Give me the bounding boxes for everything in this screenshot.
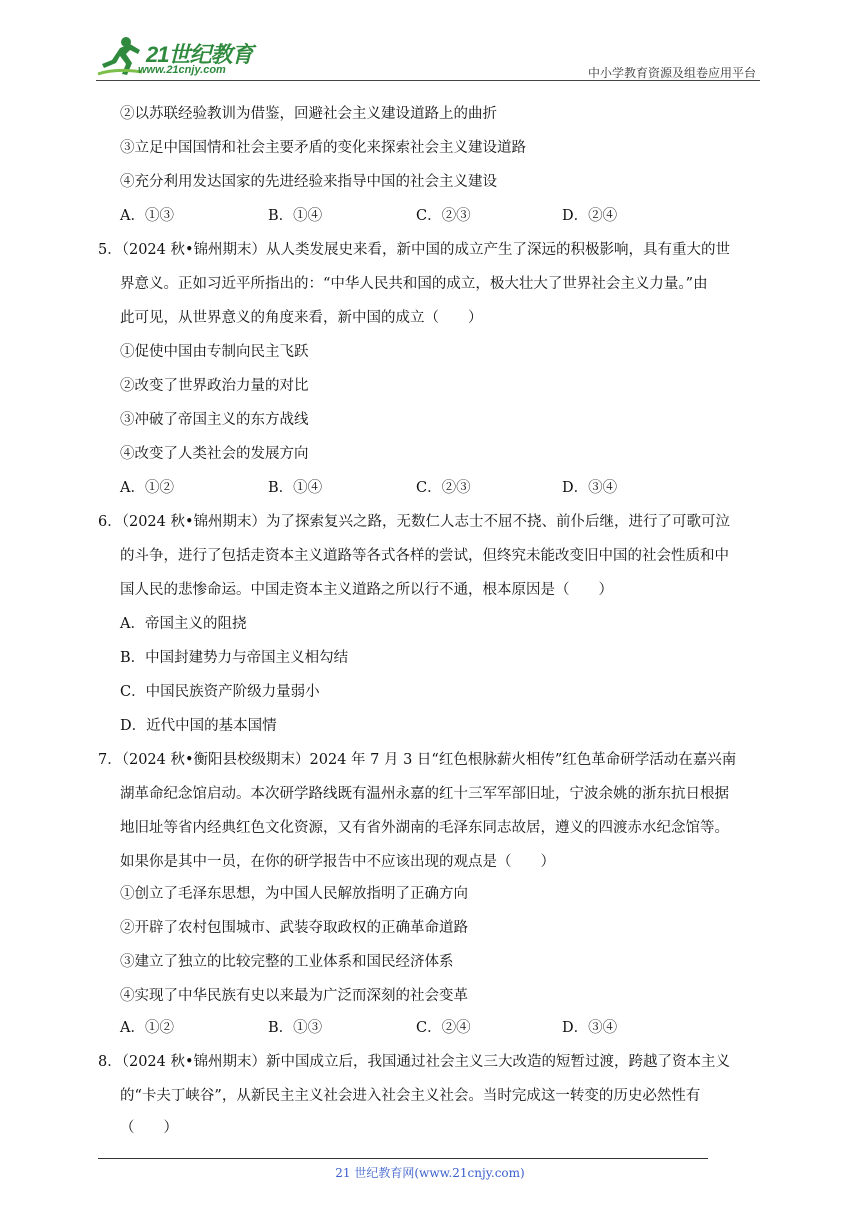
q5-statement: ④改变了人类社会的发展方向 bbox=[120, 446, 309, 462]
logo-url: www.21cnjy.com bbox=[138, 64, 226, 76]
q7-option-c: C．②④ bbox=[416, 1020, 471, 1036]
footer-divider bbox=[98, 1158, 708, 1159]
q4-option-c: C．②③ bbox=[416, 208, 471, 224]
q6-stem: 6．（2024 秋•锦州期末）为了探索复兴之路，无数仁人志士不屈不挠、前仆后继，进行了可歌可泣 bbox=[98, 514, 731, 530]
q5-option-c: C．②③ bbox=[416, 480, 471, 496]
q4-statement: ④充分利用发达国家的先进经验来指导中国的社会主义建设 bbox=[120, 174, 497, 190]
q4-option-b: B．①④ bbox=[268, 208, 323, 224]
q7-statement: ①创立了毛泽东思想，为中国人民解放指明了正确方向 bbox=[120, 886, 468, 902]
site-logo bbox=[96, 34, 266, 80]
q4-statement: ③立足中国国情和社会主要矛盾的变化来探索社会主义建设道路 bbox=[120, 140, 526, 156]
q5-option-b: B．①④ bbox=[268, 480, 323, 496]
q4-statement: ②以苏联经验教训为借鉴，回避社会主义建设道路上的曲折 bbox=[120, 106, 497, 122]
logo-text: 21世纪教育 bbox=[146, 42, 253, 67]
page-header bbox=[96, 34, 760, 84]
q5-option-a: A．①② bbox=[120, 480, 174, 496]
q5-statement: ②改变了世界政治力量的对比 bbox=[120, 378, 309, 394]
q7-stem: 地旧址等省内经典红色文化资源，又有省外湖南的毛泽东同志故居，遵义的四渡赤水纪念馆等。 bbox=[120, 820, 729, 836]
q6-choice-c: C．中国民族资产阶级力量弱小 bbox=[120, 684, 320, 700]
q4-option-a: A．①③ bbox=[120, 208, 174, 224]
q7-stem: 湖革命纪念馆启动。本次研学路线既有温州永嘉的红十三军军部旧址，宁波余姚的浙东抗日根据 bbox=[120, 786, 729, 802]
q5-stem: 5．（2024 秋•锦州期末）从人类发展史来看，新中国的成立产生了深远的积极影响，具有重大的世 bbox=[98, 242, 731, 258]
q7-stem: 如果你是其中一员，在你的研学报告中不应该出现的观点是（ ） bbox=[120, 854, 555, 870]
q4-option-d: D．②④ bbox=[562, 208, 618, 224]
footer-text: 21 世纪教育网(www.21cnjy.com) bbox=[335, 1166, 525, 1180]
q7-stem: 7．（2024 秋•衡阳县校级期末）2024 年 7 月 3 日“红色根脉薪火相传”红色革命研学活动在嘉兴南 bbox=[98, 752, 737, 768]
q7-option-d: D．③④ bbox=[562, 1020, 618, 1036]
q8-stem: （ ） bbox=[120, 1120, 178, 1136]
q7-statement: ②开辟了农村包围城市、武装夺取政权的正确革命道路 bbox=[120, 920, 468, 936]
header-divider bbox=[96, 80, 760, 81]
q7-option-b: B．①③ bbox=[268, 1020, 323, 1036]
q7-statement: ③建立了独立的比较完整的工业体系和国民经济体系 bbox=[120, 954, 454, 970]
q6-stem: 国人民的悲惨命运。中国走资本主义道路之所以行不通，根本原因是（ ） bbox=[120, 582, 613, 598]
header-platform-name: 中小学教育资源及组卷应用平台 bbox=[587, 66, 756, 80]
q6-stem: 的斗争，进行了包括走资本主义道路等各式各样的尝试，但终究未能改变旧中国的社会性质和中 bbox=[120, 548, 729, 564]
q5-option-d: D．③④ bbox=[562, 480, 618, 496]
q8-stem: 8．（2024 秋•锦州期末）新中国成立后，我国通过社会主义三大改造的短暂过渡，跨越了资本主义 bbox=[98, 1054, 731, 1070]
q6-choice-d: D．近代中国的基本国情 bbox=[120, 718, 277, 734]
q7-option-a: A．①② bbox=[120, 1020, 174, 1036]
q8-stem: 的“卡夫丁峡谷”，从新民主主义社会进入社会主义社会。当时完成这一转变的历史必然性有 bbox=[120, 1088, 701, 1104]
q5-stem: 此可见，从世界意义的角度来看，新中国的成立（ ） bbox=[120, 310, 483, 326]
q5-statement: ③冲破了帝国主义的东方战线 bbox=[120, 412, 309, 428]
q5-stem: 界意义。正如习近平所指出的：“中华人民共和国的成立，极大壮大了世界社会主义力量。”由 bbox=[120, 276, 708, 292]
q6-choice-b: B．中国封建势力与帝国主义相勾结 bbox=[120, 650, 349, 666]
q7-statement: ④实现了中华民族有史以来最为广泛而深刻的社会变革 bbox=[120, 988, 468, 1004]
runner-logo-icon bbox=[96, 34, 144, 78]
q6-choice-a: A．帝国主义的阻挠 bbox=[120, 616, 247, 632]
q5-statement: ①促使中国由专制向民主飞跃 bbox=[120, 344, 309, 360]
